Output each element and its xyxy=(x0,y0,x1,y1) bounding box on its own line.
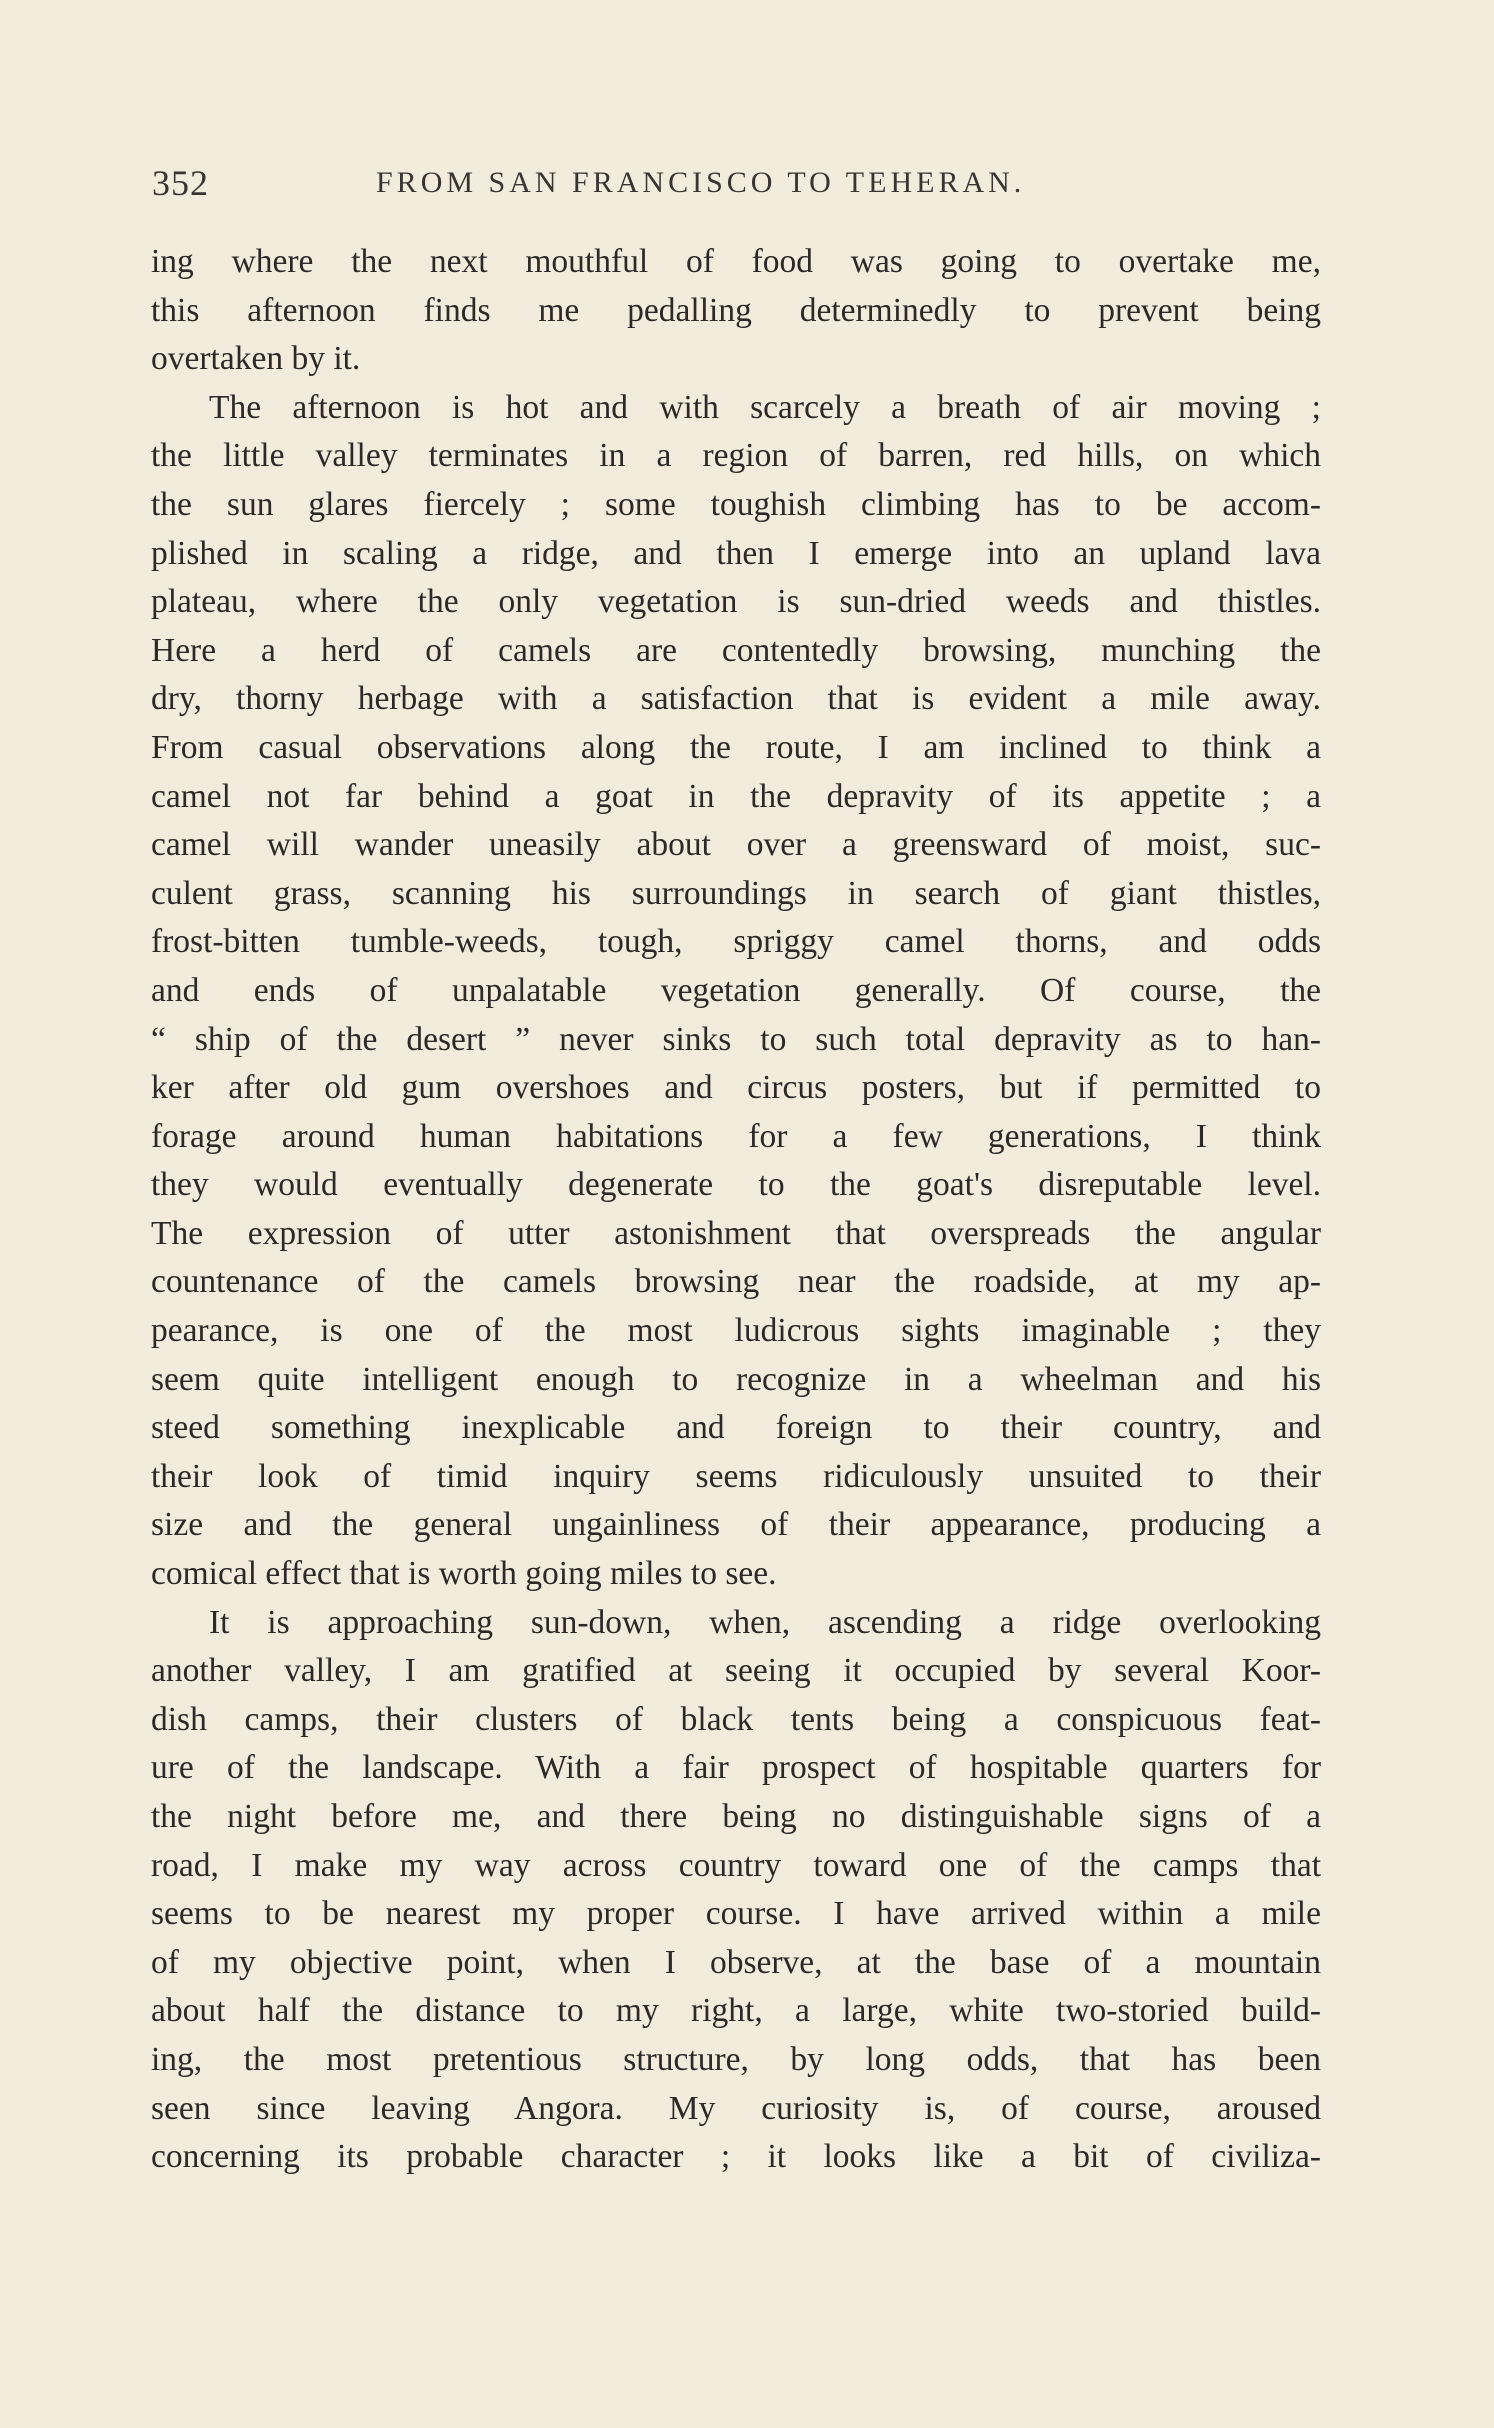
text-line: forage around human habitations for a few generations, I think xyxy=(151,1117,1321,1155)
text-line: plateau, where the only vegetation is sun-dried weeds and thistles. xyxy=(151,583,1321,621)
text-line: “ ship of the desert ” never sinks to such total depravity as to han- xyxy=(151,1020,1321,1058)
text-line: and ends of unpalatable vegetation generally. Of course, the xyxy=(151,971,1321,1009)
text-line: camel not far behind a goat in the depravity of its appetite ; a xyxy=(151,777,1321,815)
text-line: about half the distance to my right, a large, white two-storied build- xyxy=(151,1992,1321,2030)
text-line: they would eventually degenerate to the goat's disreputable level. xyxy=(151,1166,1321,1204)
text-line: seems to be nearest my proper course. I have arrived within a mile xyxy=(151,1895,1321,1933)
text-line: ure of the landscape. With a fair prospect of hospitable quarters for xyxy=(151,1749,1321,1787)
text-line: pearance, is one of the most ludicrous sights imaginable ; they xyxy=(151,1312,1321,1350)
text-line: ker after old gum overshoes and circus posters, but if permitted to xyxy=(151,1069,1321,1107)
text-line: overtaken by it. xyxy=(151,340,361,378)
text-line: of my objective point, when I observe, at the base of a mountain xyxy=(151,1943,1321,1981)
text-line: this afternoon finds me pedalling determinedly to prevent being xyxy=(151,291,1321,329)
text-line: dish camps, their clusters of black tents being a conspicuous feat- xyxy=(151,1700,1321,1738)
text-line: It is approaching sun-down, when, ascending a ridge overlooking xyxy=(209,1603,1321,1641)
page-number: 352 xyxy=(152,163,209,203)
text-line: the sun glares fiercely ; some toughish climbing has to be accom- xyxy=(151,485,1321,523)
text-line: countenance of the camels browsing near the roadside, at my ap- xyxy=(151,1263,1321,1301)
text-line: their look of timid inquiry seems ridiculously unsuited to their xyxy=(151,1457,1321,1495)
text-line: The expression of utter astonishment that overspreads the angular xyxy=(151,1214,1321,1252)
text-line: steed something inexplicable and foreign to their country, and xyxy=(151,1409,1321,1447)
text-line: seem quite intelligent enough to recognize in a wheelman and his xyxy=(151,1360,1321,1398)
text-line: comical effect that is worth going miles to see. xyxy=(151,1555,777,1593)
text-line: From casual observations along the route, I am inclined to think a xyxy=(151,728,1321,766)
running-title: FROM SAN FRANCISCO TO TEHERAN. xyxy=(376,166,1026,199)
text-line: size and the general ungainliness of their appearance, producing a xyxy=(151,1506,1321,1544)
running-head xyxy=(152,162,1322,212)
body-text xyxy=(151,238,1321,2182)
text-line: ing where the next mouthful of food was going to overtake me, xyxy=(151,243,1321,280)
text-line: The afternoon is hot and with scarcely a breath of air moving ; xyxy=(209,388,1321,426)
text-line: the night before me, and there being no distinguishable signs of a xyxy=(151,1798,1321,1835)
text-line: another valley, I am gratified at seeing it occupied by several Koor- xyxy=(151,1652,1321,1690)
text-line: the little valley terminates in a region of barren, red hills, on which xyxy=(151,437,1321,475)
text-line: seen since leaving Angora. My curiosity is, of course, aroused xyxy=(151,2089,1321,2127)
text-line: dry, thorny herbage with a satisfaction that is evident a mile away. xyxy=(151,680,1321,718)
text-line: culent grass, scanning his surroundings in search of giant thistles, xyxy=(151,874,1321,912)
text-line: ing, the most pretentious structure, by long odds, that has been xyxy=(151,2040,1321,2078)
text-line: concerning its probable character ; it looks like a bit of civiliza- xyxy=(151,2138,1321,2176)
text-line: camel will wander uneasily about over a greensward of moist, suc- xyxy=(151,826,1321,864)
text-line: plished in scaling a ridge, and then I emerge into an upland lava xyxy=(151,534,1321,572)
text-line: frost-bitten tumble-weeds, tough, spriggy camel thorns, and odds xyxy=(151,923,1321,961)
text-line: Here a herd of camels are contentedly browsing, munching the xyxy=(151,631,1321,669)
text-line: road, I make my way across country toward one of the camps that xyxy=(151,1846,1321,1884)
